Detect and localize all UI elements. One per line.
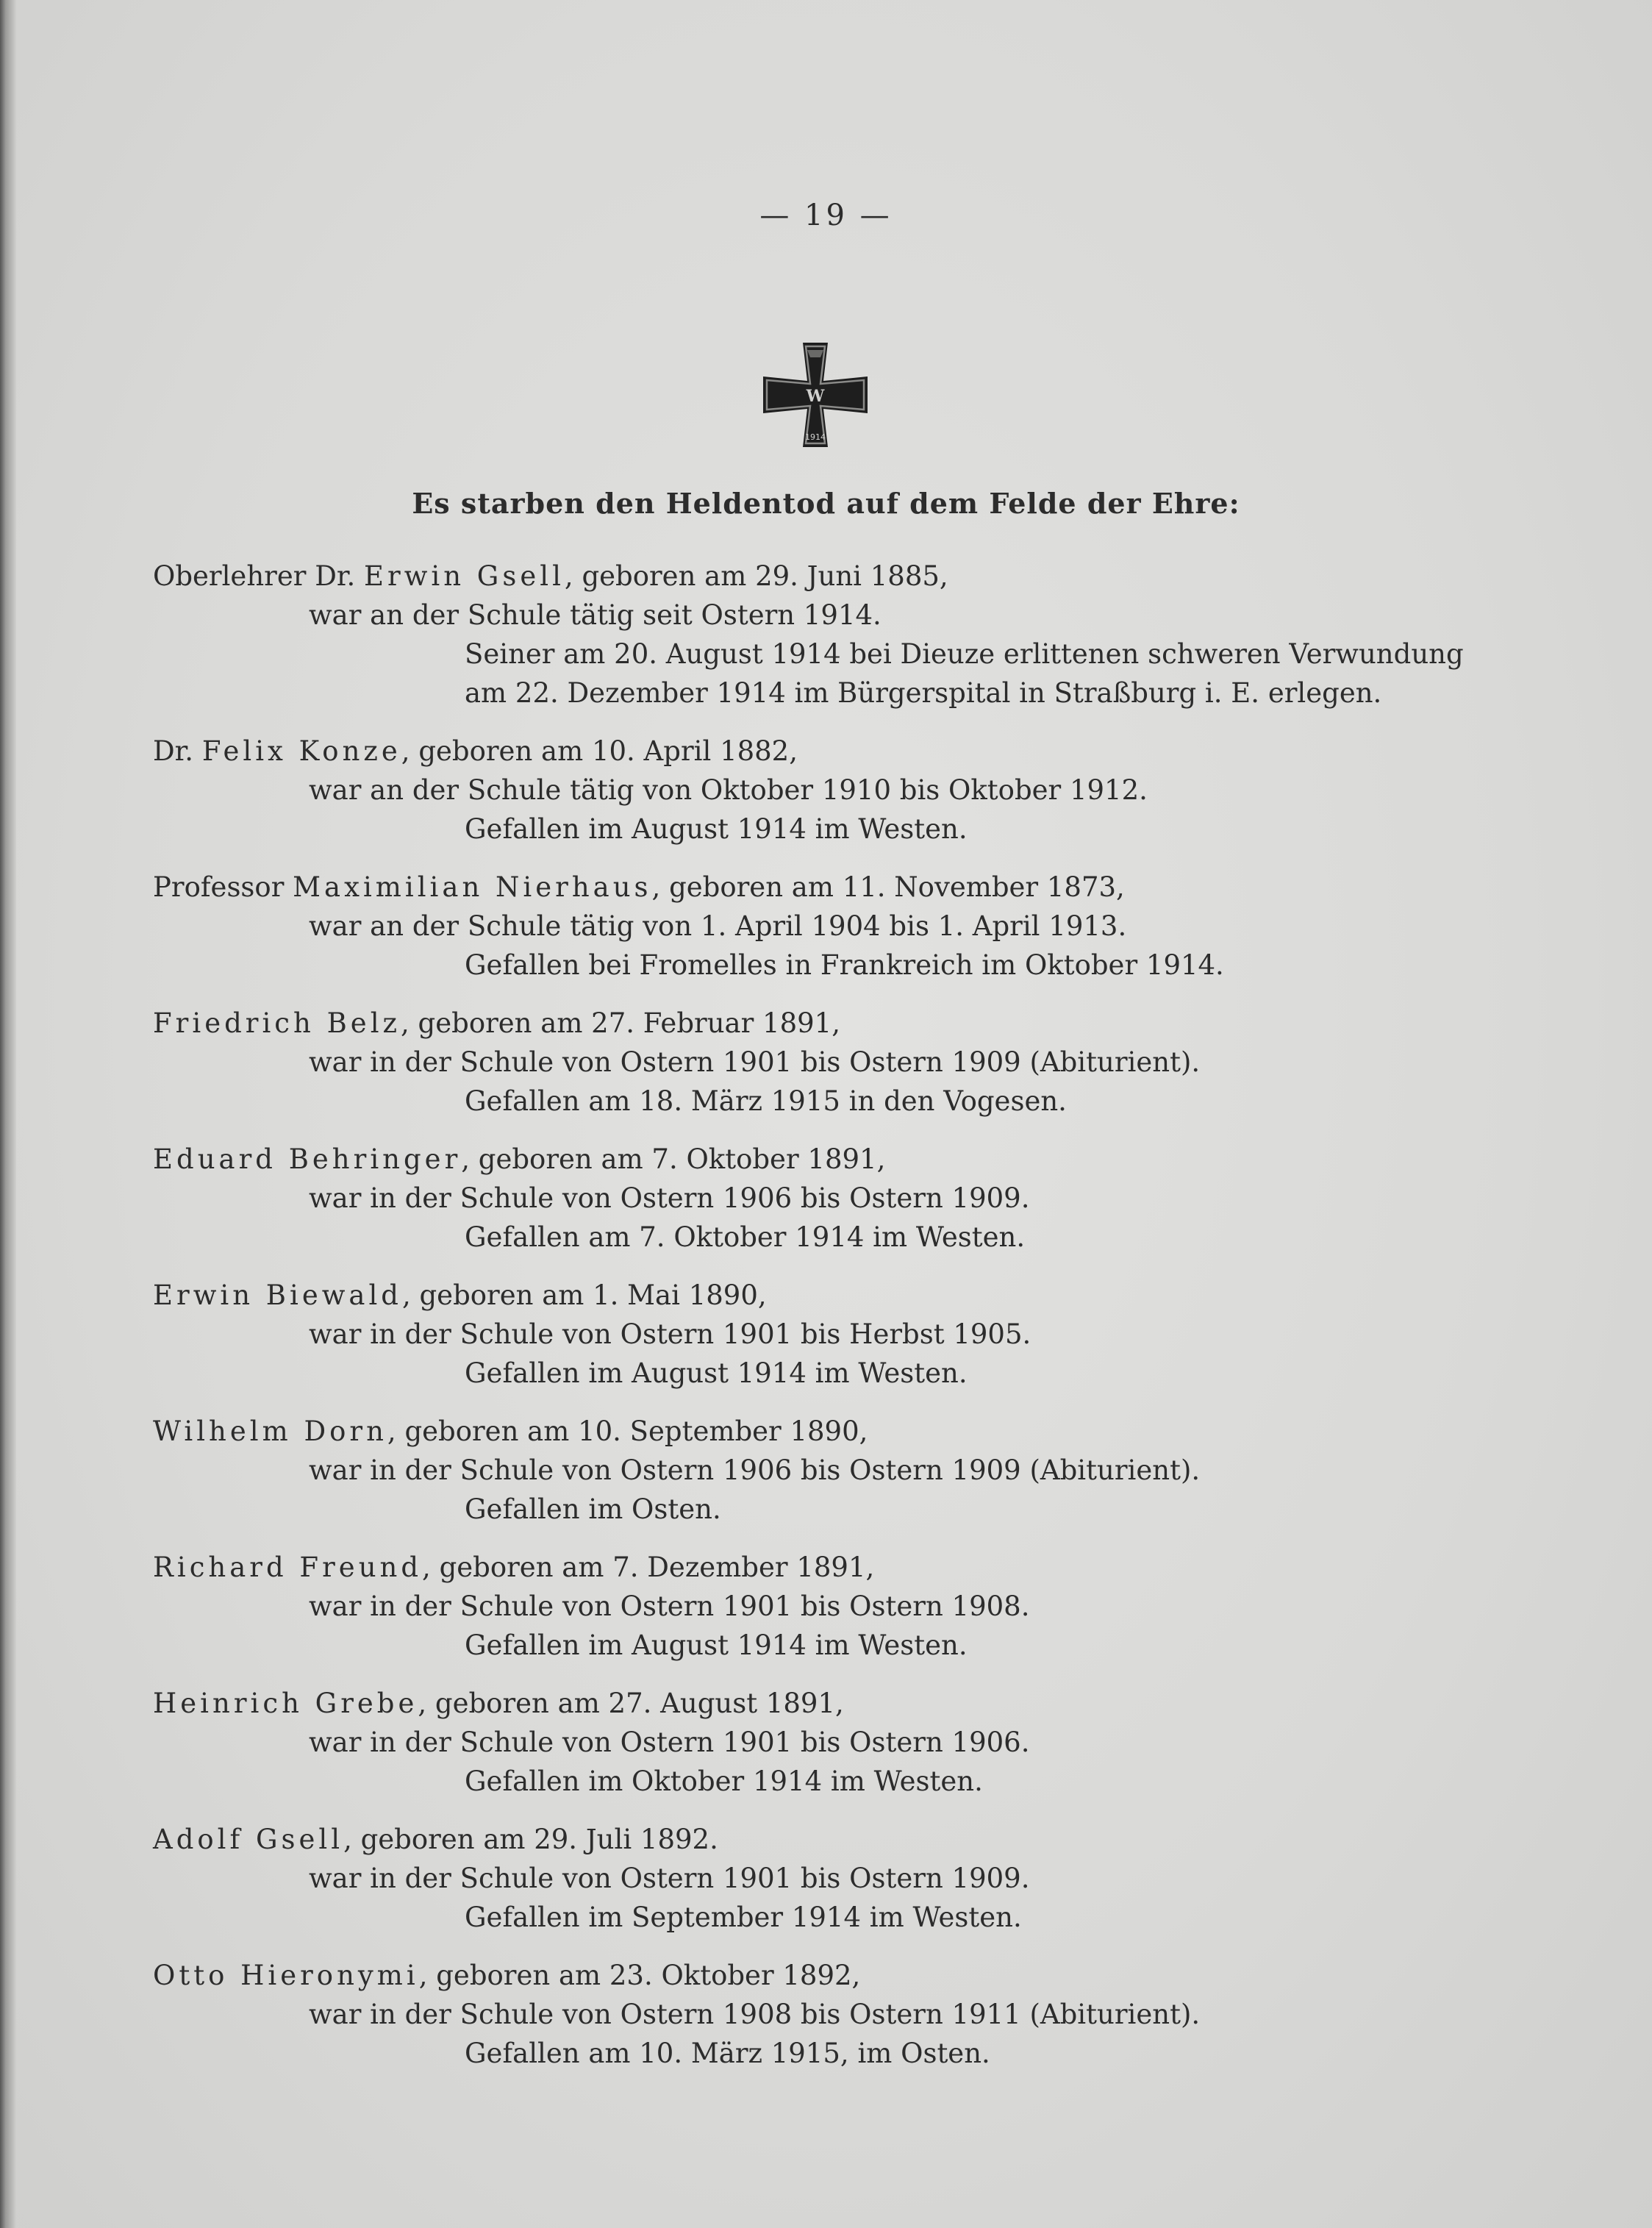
school-period: war in der Schule von Ostern 1901 bis Ostern 1909. [309, 1863, 1030, 1894]
entry-name-line [153, 1140, 1550, 1179]
school-period: war an der Schule tätig seit Ostern 1914. [309, 599, 882, 631]
birth-info: , geboren am 29. Juli 1892. [343, 1824, 718, 1855]
memorial-entry [153, 1276, 1550, 1393]
person-name: Otto Hieronymi [153, 1960, 419, 1991]
school-period: war in der Schule von Ostern 1901 bis Ostern 1909 (Abiturient). [309, 1046, 1201, 1078]
school-period: war an der Schule tätig von Oktober 1910 bis Oktober 1912. [309, 774, 1148, 806]
death-info: Gefallen im Osten. [465, 1493, 721, 1525]
school-period: war in der Schule von Ostern 1908 bis Ostern 1911 (Abiturient). [309, 1999, 1201, 2030]
death-info: Gefallen im September 1914 im Westen. [465, 1902, 1022, 1933]
entry-name-line [153, 557, 1550, 596]
birth-info: , geboren am 29. Juni 1885, [564, 560, 948, 592]
birth-info: , geboren am 27. August 1891, [418, 1688, 844, 1719]
birth-info: , geboren am 10. April 1882, [401, 735, 798, 767]
book-spine-shadow [0, 0, 16, 2228]
birth-info: , geboren am 27. Februar 1891, [401, 1007, 840, 1039]
person-name: Erwin Gsell [364, 560, 565, 592]
memorial-entry [153, 732, 1550, 849]
memorial-list [153, 557, 1550, 2092]
death-info: am 22. Dezember 1914 im Bürgerspital in Straßburg i. E. erlegen. [465, 677, 1382, 709]
memorial-entry [153, 868, 1550, 985]
person-name: Heinrich Grebe [153, 1688, 418, 1719]
person-name: Eduard Behringer [153, 1143, 462, 1175]
school-period: war in der Schule von Ostern 1906 bis Ostern 1909 (Abiturient). [309, 1454, 1201, 1486]
memorial-entry [153, 1004, 1550, 1121]
memorial-entry [153, 1140, 1550, 1257]
birth-info: , geboren am 7. Oktober 1891, [461, 1143, 886, 1175]
cross-year: 1914 [805, 432, 826, 442]
birth-info: , geboren am 23. Oktober 1892, [418, 1960, 861, 1991]
person-name: Richard Freund [153, 1552, 423, 1583]
entry-name-line [153, 1684, 1550, 1723]
death-info: Gefallen im August 1914 im Westen. [465, 1357, 968, 1389]
memorial-entry [153, 1820, 1550, 1937]
entry-prefix: Oberlehrer Dr. [153, 560, 365, 592]
entry-name-line [153, 1820, 1550, 1859]
birth-info: , geboren am 11. November 1873, [651, 871, 1125, 903]
school-period: war in der Schule von Ostern 1906 bis Ostern 1909. [309, 1182, 1030, 1214]
entry-name-line [153, 1548, 1550, 1587]
person-name: Friedrich Belz [153, 1007, 401, 1039]
entry-name-line [153, 868, 1550, 907]
death-info: Gefallen im August 1914 im Westen. [465, 1629, 968, 1661]
page-heading: Es starben den Heldentod auf dem Felde der Ehre: [412, 487, 1240, 520]
person-name: Felix Konze [201, 735, 401, 767]
person-name: Wilhelm Dorn [153, 1415, 387, 1447]
memorial-entry [153, 1684, 1550, 1801]
entry-prefix: Dr. [153, 735, 202, 767]
death-info: Seiner am 20. August 1914 bei Dieuze erlittenen schweren Verwundung [465, 638, 1464, 670]
school-period: war in der Schule von Ostern 1901 bis Herbst 1905. [309, 1318, 1031, 1350]
iron-cross-icon [760, 340, 870, 450]
death-info: Gefallen im Oktober 1914 im Westen. [465, 1765, 983, 1797]
person-name: Maximilian Nierhaus [293, 871, 652, 903]
memorial-entry [153, 557, 1550, 713]
death-info: Gefallen im August 1914 im Westen. [465, 813, 968, 845]
entry-name-line [153, 1004, 1550, 1043]
death-info: Gefallen am 10. März 1915, im Osten. [465, 2038, 990, 2069]
entry-name-line [153, 732, 1550, 771]
birth-info: , geboren am 7. Dezember 1891, [422, 1552, 875, 1583]
school-period: war in der Schule von Ostern 1901 bis Ostern 1908. [309, 1590, 1030, 1622]
person-name: Erwin Biewald [153, 1279, 402, 1311]
birth-info: , geboren am 10. September 1890, [387, 1415, 868, 1447]
school-period: war in der Schule von Ostern 1901 bis Ostern 1906. [309, 1727, 1030, 1758]
death-info: Gefallen am 7. Oktober 1914 im Westen. [465, 1221, 1026, 1253]
school-period: war an der Schule tätig von 1. April 1904 bis 1. April 1913. [309, 910, 1127, 942]
death-info: Gefallen bei Fromelles in Frankreich im Oktober 1914. [465, 949, 1224, 981]
entry-name-line [153, 1956, 1550, 1995]
death-info: Gefallen am 18. März 1915 in den Vogesen. [465, 1085, 1067, 1117]
memorial-entry [153, 1412, 1550, 1529]
entry-name-line [153, 1412, 1550, 1451]
cross-letter: W [806, 387, 825, 406]
memorial-entry [153, 1956, 1550, 2073]
memorial-entry [153, 1548, 1550, 1665]
entry-name-line [153, 1276, 1550, 1315]
entry-prefix: Professor [153, 871, 293, 903]
page-number: — 19 — [759, 199, 893, 232]
birth-info: , geboren am 1. Mai 1890, [401, 1279, 767, 1311]
person-name: Adolf Gsell [153, 1824, 344, 1855]
